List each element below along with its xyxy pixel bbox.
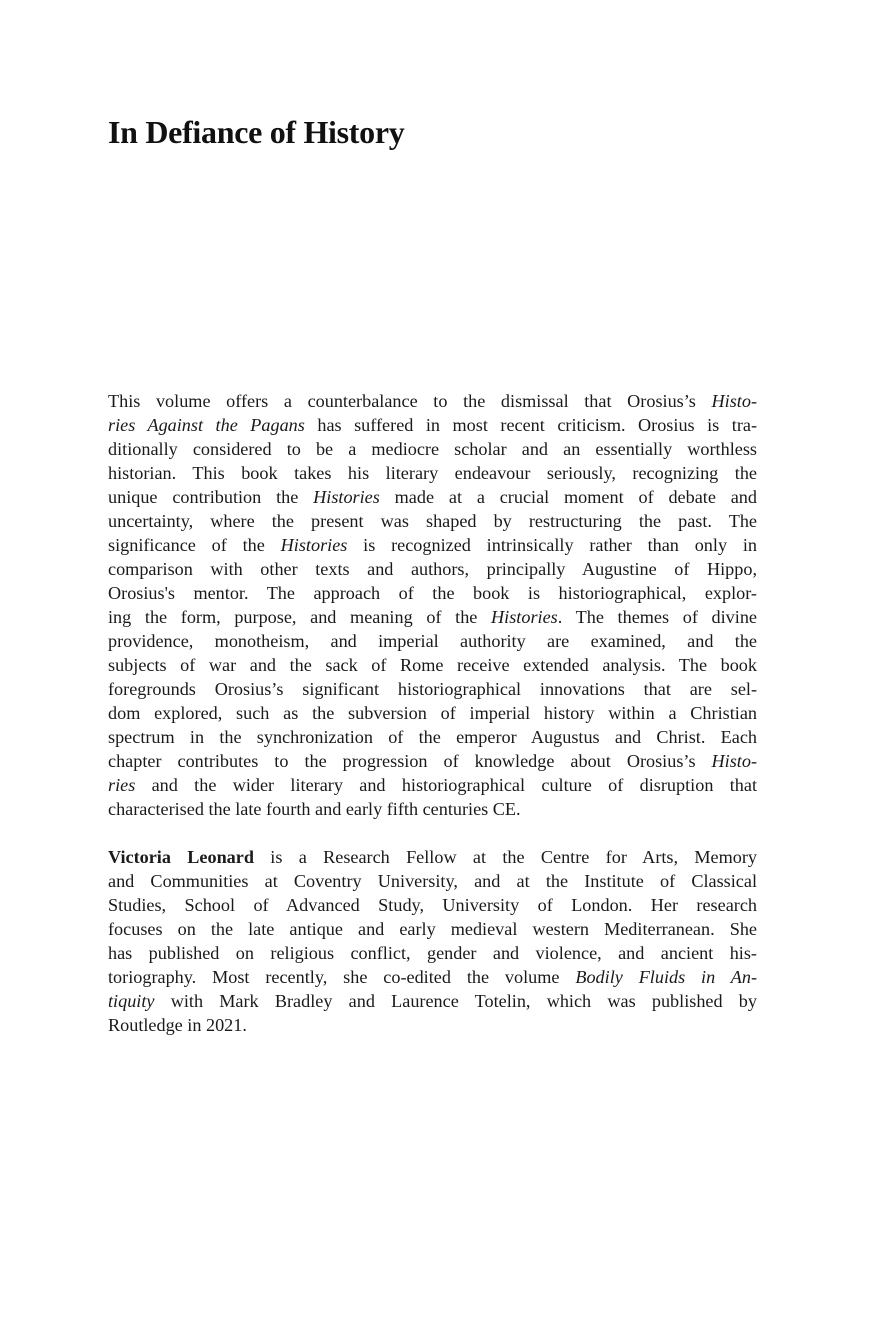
text-run: foregrounds Orosius’s significant historiographical innovations that are sel-	[108, 679, 757, 699]
book-description	[108, 389, 757, 821]
text-line	[108, 413, 757, 437]
text-line	[108, 629, 757, 653]
text-run: . The themes of divine	[557, 607, 757, 627]
text-run: toriography. Most recently, she co-edited the volume	[108, 967, 576, 987]
text-line	[108, 941, 757, 965]
text-run: dom explored, such as the subversion of imperial history within a Christian	[108, 703, 757, 723]
text-line	[108, 653, 757, 677]
text-run: unique contribution the	[108, 487, 314, 507]
italic-title: tiquity	[108, 991, 155, 1011]
text-run: subjects of war and the sack of Rome receive extended analysis. The book	[108, 655, 757, 675]
text-run: and the wider literary and historiographical culture of disruption that	[135, 775, 757, 795]
text-run: historian. This book takes his literary endeavour seriously, recognizing the	[108, 463, 757, 483]
text-run: characterised the late fourth and early fifth centuries CE.	[108, 799, 521, 819]
text-line	[108, 677, 757, 701]
italic-title: Histo-	[711, 391, 757, 411]
text-line	[108, 485, 757, 509]
text-run: ing the form, purpose, and meaning of the	[108, 607, 492, 627]
text-run: with Mark Bradley and Laurence Totelin, which was published by	[154, 991, 757, 1011]
text-line	[108, 893, 757, 917]
text-run: made at a crucial moment of debate and	[379, 487, 757, 507]
author-name: Victoria Leonard	[108, 847, 254, 867]
text-line	[108, 557, 757, 581]
italic-title: ries Against the Pagans	[108, 415, 305, 435]
italic-title: Histories	[280, 535, 348, 555]
text-line	[108, 869, 757, 893]
text-run: is recognized intrinsically rather than only in	[347, 535, 757, 555]
text-line	[108, 749, 757, 773]
text-line	[108, 509, 757, 533]
text-line	[108, 773, 757, 797]
text-line	[108, 965, 757, 989]
text-line	[108, 989, 757, 1013]
text-run: This volume offers a counterbalance to the dismissal that Orosius’s	[108, 391, 712, 411]
text-run: Studies, School of Advanced Study, University of London. Her research	[108, 895, 757, 915]
text-line	[108, 581, 757, 605]
text-line	[108, 461, 757, 485]
text-line	[108, 605, 757, 629]
text-run: Routledge in 2021.	[108, 1015, 247, 1035]
italic-title: Histories	[313, 487, 380, 507]
page-title: In Defiance of History	[108, 114, 405, 150]
text-line	[108, 701, 757, 725]
text-run: chapter contributes to the progression of knowledge about Orosius’s	[108, 751, 712, 771]
text-run: providence, monotheism, and imperial authority are examined, and the	[108, 631, 757, 651]
text-run: has published on religious conflict, gender and violence, and ancient his-	[108, 943, 757, 963]
italic-title: Histo-	[711, 751, 757, 771]
text-run: spectrum in the synchronization of the emperor Augustus and Christ. Each	[108, 727, 757, 747]
text-line	[108, 389, 757, 413]
italic-title: ries	[108, 775, 136, 795]
italic-title: Bodily Fluids in An-	[575, 967, 757, 987]
author-bio	[108, 845, 757, 1037]
text-run: Orosius's mentor. The approach of the book is historiographical, explor-	[108, 583, 757, 603]
text-run: uncertainty, where the present was shaped by restructuring the past. The	[108, 511, 757, 531]
text-run: significance of the	[108, 535, 281, 555]
text-line	[108, 797, 757, 821]
text-line	[108, 437, 757, 461]
text-line	[108, 725, 757, 749]
text-run: comparison with other texts and authors, principally Augustine of Hippo,	[108, 559, 757, 579]
text-line	[108, 917, 757, 941]
text-run: and Communities at Coventry University, and at the Institute of Classical	[108, 871, 757, 891]
italic-title: Histories	[491, 607, 558, 627]
text-run: is a Research Fellow at the Centre for Arts, Memory	[253, 847, 757, 867]
text-run: has suffered in most recent criticism. Orosius is tra-	[304, 415, 758, 435]
text-line	[108, 845, 757, 869]
text-line	[108, 1013, 757, 1037]
text-line	[108, 533, 757, 557]
text-run: ditionally considered to be a mediocre scholar and an essentially worthless	[108, 439, 757, 459]
text-run: focuses on the late antique and early medieval western Mediterranean. She	[108, 919, 757, 939]
